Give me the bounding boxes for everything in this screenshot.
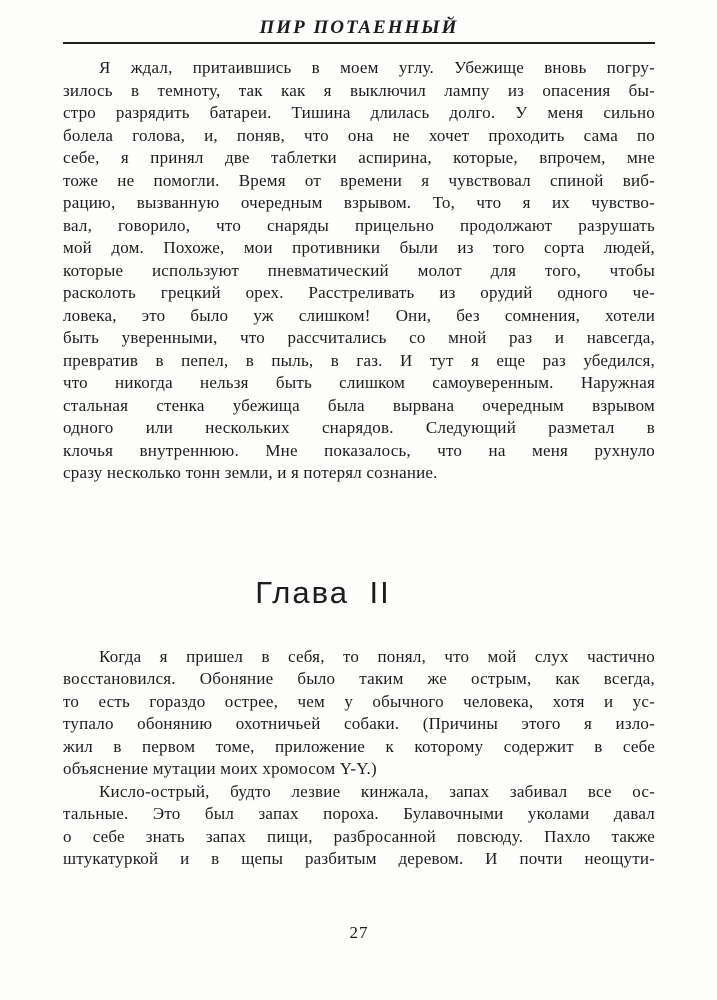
running-header — [63, 16, 655, 44]
text-line: которые используют пневматический молот для того, чтобы — [63, 260, 655, 280]
text-line: стальная стенка убежища была вырвана очередным взрывом — [63, 395, 655, 415]
text-line: Когда я пришел в себя, то понял, что мой слух частично — [99, 646, 655, 666]
text-line: рацию, вызванную очередным взрывом. То, что я их чувство- — [63, 193, 655, 212]
chapter-heading: Глава II — [255, 574, 391, 610]
text-line: превратив в пепел, в пыль, в газ. И тут я еще раз убедился, — [63, 350, 655, 370]
text-line: что никогда нельзя быть слишком самоуверенным. Наружная — [63, 373, 655, 392]
text-line: о себе знать запах пищи, разбросанной повсюду. Пахло также — [63, 826, 655, 846]
paragraph — [63, 781, 655, 871]
page-number: 27 — [349, 922, 369, 942]
text-line: болела голова, и, поняв, что она не хочет проходить сама по — [63, 125, 655, 145]
text-line: тальные. Это был запах пороха. Булавочными уколами давал — [63, 804, 655, 823]
text-line: сразу несколько тонн земли, и я потерял сознание. — [63, 463, 438, 482]
text-line: клочья внутреннюю. Мне показалось, что на меня рухнуло — [63, 440, 655, 460]
text-line: вал, говорило, что снаряды прицельно продолжают разрушать — [63, 215, 655, 235]
text-line: себе, я принял две таблетки аспирина, которые, впрочем, мне — [63, 148, 655, 167]
paragraph — [63, 646, 655, 781]
text-line: тоже не помогли. Время от времени я чувствовал спиной виб- — [63, 170, 655, 190]
body-text — [63, 57, 655, 871]
text-line: то есть гораздо острее, чем у обычного человека, хотя и ус- — [63, 691, 655, 711]
text-line: объяснение мутации моих хромосом Y-Y.) — [63, 759, 377, 778]
text-line: восстановился. Обоняние было таким же острым, как всегда, — [63, 669, 655, 688]
text-line: тупало обонянию охотничьей собаки. (Причины этого я изло- — [63, 714, 655, 733]
text-line: штукатуркой и в щепы разбитым деревом. И почти неощути- — [63, 849, 655, 868]
text-line: быть уверенными, что рассчитались со мной раз и навсегда, — [63, 328, 655, 347]
text-line: жил в первом томе, приложение к которому содержит в себе — [63, 736, 655, 756]
header-rule — [63, 42, 655, 44]
text-line: ловека, это было уж слишком! Они, без сомнения, хотели — [63, 305, 655, 325]
text-line: мой дом. Похоже, мои противники были из того сорта людей, — [63, 238, 655, 257]
text-line: стро разрядить батареи. Тишина длилась долго. У меня сильно — [63, 103, 655, 122]
text-line: Я ждал, притаившись в моем углу. Убежище вновь погру- — [99, 58, 655, 77]
text-line: одного или нескольких снарядов. Следующий разметал в — [63, 418, 655, 437]
text-line: расколоть грецкий орех. Расстреливать из орудий одного че- — [63, 283, 655, 302]
text-line: зилось в темноту, так как я выключил лампу из опасения бы- — [63, 80, 655, 100]
running-header-title: ПИР ПОТАЕННЫЙ — [259, 17, 459, 38]
paragraph — [63, 57, 655, 485]
text-line: Кисло-острый, будто лезвие кинжала, запах забивал все ос- — [99, 781, 655, 801]
